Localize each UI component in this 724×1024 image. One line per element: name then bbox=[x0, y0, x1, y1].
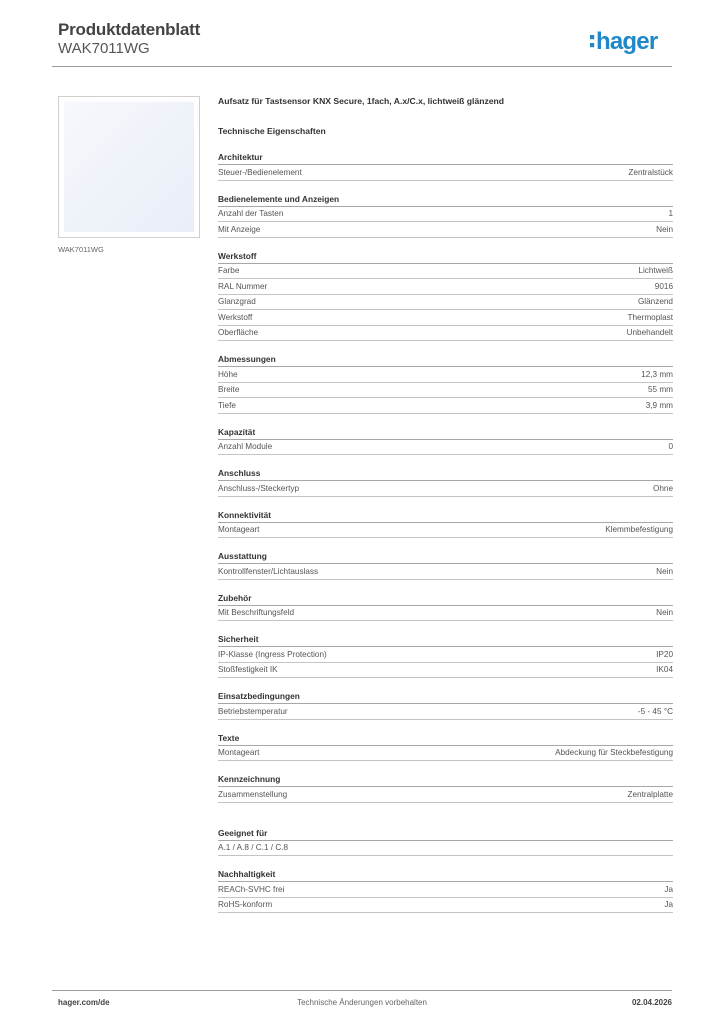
spec-label: A.1 / A.8 / C.1 / C.8 bbox=[218, 843, 289, 853]
spec-groups bbox=[218, 152, 673, 926]
spec-row bbox=[218, 310, 673, 326]
spec-row bbox=[218, 367, 673, 383]
group-title: Einsatzbedingungen bbox=[218, 691, 673, 704]
spec-label: Anzahl Module bbox=[218, 442, 273, 452]
spec-label: REACh-SVHC frei bbox=[218, 884, 285, 894]
spec-value: Thermoplast bbox=[627, 312, 673, 322]
group-title: Texte bbox=[218, 733, 673, 746]
spec-label: Höhe bbox=[218, 369, 238, 379]
spec-label: Oberfläche bbox=[218, 328, 259, 338]
spec-label: RoHS-konform bbox=[218, 900, 273, 910]
spec-row bbox=[218, 606, 673, 622]
spec-row bbox=[218, 326, 673, 342]
section-title: Technische Eigenschaften bbox=[218, 126, 326, 136]
spec-label: Anschluss-/Steckertyp bbox=[218, 483, 299, 493]
spec-label: Farbe bbox=[218, 266, 240, 276]
hager-logo bbox=[590, 26, 672, 58]
spec-label: Steuer-/Bedienelement bbox=[218, 167, 302, 177]
spec-label: Montageart bbox=[218, 525, 260, 535]
spec-label: IP-Klasse (Ingress Protection) bbox=[218, 649, 327, 659]
group-title: Sicherheit bbox=[218, 634, 673, 647]
group-title: Konnektivität bbox=[218, 510, 673, 523]
spec-value: Unbehandelt bbox=[626, 328, 673, 338]
spec-label: RAL Nummer bbox=[218, 281, 268, 291]
spec-label: Mit Beschriftungsfeld bbox=[218, 608, 294, 618]
spec-row bbox=[218, 564, 673, 580]
spec-row bbox=[218, 704, 673, 720]
spec-row bbox=[218, 440, 673, 456]
spec-row bbox=[218, 523, 673, 539]
spec-row bbox=[218, 481, 673, 497]
spec-label: Anzahl der Tasten bbox=[218, 209, 284, 219]
group-title: Kapazität bbox=[218, 427, 673, 440]
group-title: Bedienelemente und Anzeigen bbox=[218, 194, 673, 207]
spec-label: Breite bbox=[218, 385, 240, 395]
spec-value: Glänzend bbox=[637, 297, 673, 307]
spec-value: 9016 bbox=[654, 281, 673, 291]
spec-row bbox=[218, 898, 673, 914]
spec-row bbox=[218, 746, 673, 762]
product-image bbox=[58, 96, 200, 238]
spec-row bbox=[218, 383, 673, 399]
group-title: Abmessungen bbox=[218, 354, 673, 367]
spec-row bbox=[218, 841, 673, 857]
spec-label: Glanzgrad bbox=[218, 297, 256, 307]
spec-row bbox=[218, 647, 673, 663]
spec-row bbox=[218, 264, 673, 280]
spec-value: Ja bbox=[664, 900, 673, 910]
spec-value: IK04 bbox=[656, 665, 673, 675]
group-title: Ausstattung bbox=[218, 551, 673, 564]
svg-text:hager: hager bbox=[596, 28, 658, 55]
group-title: Nachhaltigkeit bbox=[218, 869, 673, 882]
footer-website: hager.com/de bbox=[58, 998, 110, 1007]
spec-value: Abdeckung für Steckbefestigung bbox=[555, 748, 673, 758]
spec-row bbox=[218, 165, 673, 181]
spec-value: Klemmbefestigung bbox=[605, 525, 673, 535]
spec-value: Nein bbox=[656, 224, 673, 234]
spec-value: 12,3 mm bbox=[641, 369, 673, 379]
spec-value: IP20 bbox=[656, 649, 673, 659]
group-title: Werkstoff bbox=[218, 251, 673, 264]
spec-row bbox=[218, 279, 673, 295]
spec-row bbox=[218, 295, 673, 311]
spec-label: Kontrollfenster/Lichtauslass bbox=[218, 566, 319, 576]
spec-value: 0 bbox=[668, 442, 673, 452]
product-description: Aufsatz für Tastsensor KNX Secure, 1fach, A.x/C.x, lichtweiß glänzend bbox=[218, 96, 505, 106]
spec-row bbox=[218, 207, 673, 223]
spec-value: Ohne bbox=[652, 483, 673, 493]
header-divider bbox=[52, 66, 672, 67]
spec-value: Nein bbox=[656, 608, 673, 618]
image-caption: WAK7011WG bbox=[58, 245, 104, 254]
spec-row bbox=[218, 398, 673, 414]
spec-label: Werkstoff bbox=[218, 312, 253, 322]
spec-value: 1 bbox=[668, 209, 673, 219]
spec-value: Zentralplatte bbox=[627, 789, 673, 799]
spec-label: Betriebstemperatur bbox=[218, 706, 288, 716]
group-title: Kennzeichnung bbox=[218, 774, 673, 787]
specifications bbox=[218, 96, 673, 926]
group-title: Geeignet für bbox=[218, 828, 673, 841]
spec-label: Tiefe bbox=[218, 400, 236, 410]
spec-label: Mit Anzeige bbox=[218, 224, 261, 234]
footer-divider bbox=[52, 990, 672, 991]
spec-label: Zusammenstellung bbox=[218, 789, 288, 799]
spec-label: Stoßfestigkeit IK bbox=[218, 665, 278, 675]
spec-value: 55 mm bbox=[647, 385, 673, 395]
spec-row bbox=[218, 882, 673, 898]
spec-value: Zentralstück bbox=[628, 167, 673, 177]
spec-value: Lichtweiß bbox=[638, 266, 673, 276]
page-title: Produktdatenblatt bbox=[58, 20, 201, 39]
spec-label: Montageart bbox=[218, 748, 260, 758]
product-code: WAK7011WG bbox=[58, 40, 150, 57]
spec-row bbox=[218, 222, 673, 238]
group-title: Anschluss bbox=[218, 468, 673, 481]
spec-value: -5 - 45 °C bbox=[637, 706, 673, 716]
spec-value: Ja bbox=[664, 884, 673, 894]
footer-date: 02.04.2026 bbox=[631, 998, 672, 1007]
spec-value: Nein bbox=[656, 566, 673, 576]
group-title: Zubehör bbox=[218, 593, 673, 606]
group-title: Architektur bbox=[218, 152, 673, 165]
spec-value: 3,9 mm bbox=[645, 400, 673, 410]
spec-row bbox=[218, 663, 673, 679]
spec-row bbox=[218, 787, 673, 803]
footer-note: Technische Änderungen vorbehalten bbox=[297, 998, 427, 1007]
